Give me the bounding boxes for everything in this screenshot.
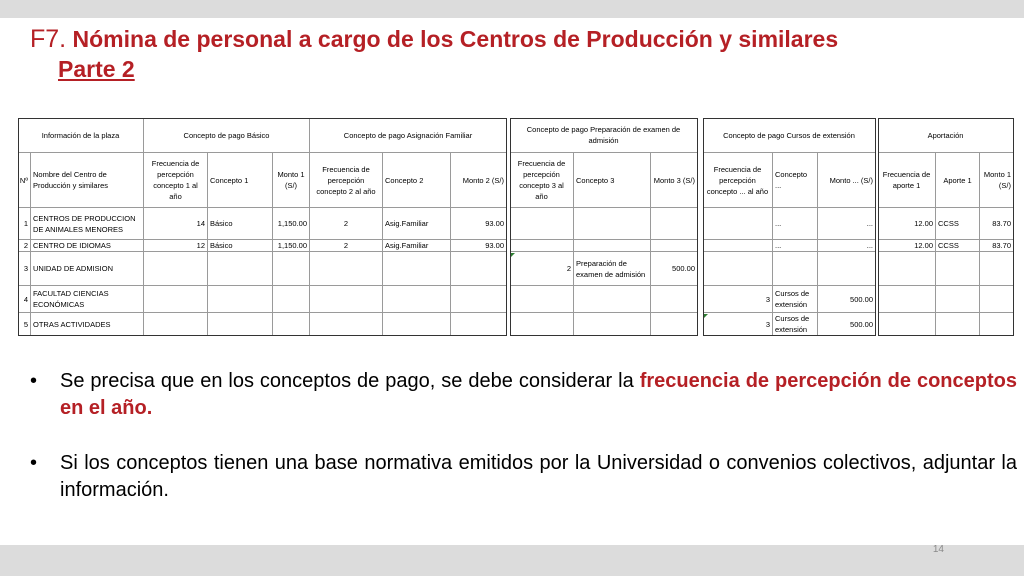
table-cell-f3 bbox=[510, 240, 574, 252]
table-cell-f2 bbox=[310, 252, 383, 286]
cell-marker-icon bbox=[511, 253, 515, 257]
header-freqa: Frecuencia de aporte 1 bbox=[878, 153, 936, 208]
table-cell-ap bbox=[936, 313, 980, 336]
bullet-1-emphasis: frecuencia de percepción de conceptos en el año. bbox=[60, 370, 1017, 419]
header-concn: Concepto ... bbox=[773, 153, 818, 208]
table-cell-c1: Básico bbox=[208, 240, 273, 252]
header-basico: Concepto de pago Básico bbox=[144, 118, 310, 153]
table-cell-f2 bbox=[310, 286, 383, 313]
header-monto1: Monto 1 (S/) bbox=[273, 153, 310, 208]
table-cell-fn bbox=[703, 208, 773, 240]
header-nombre: Nombre del Centro de Producción y similares bbox=[31, 153, 144, 208]
table-cell-c3: Preparación de examen de admisión bbox=[574, 252, 651, 286]
table-cell-nombre: CENTRO DE IDIOMAS bbox=[31, 240, 144, 252]
table-cell-ma bbox=[980, 252, 1014, 286]
table-cell-ap bbox=[936, 286, 980, 313]
table-cell-fa: 12.00 bbox=[878, 208, 936, 240]
table-cell-m3 bbox=[651, 286, 698, 313]
header-conc2: Concepto 2 bbox=[383, 153, 451, 208]
table-cell-c1 bbox=[208, 252, 273, 286]
table-cell-m1 bbox=[273, 286, 310, 313]
table-cell-fa bbox=[878, 286, 936, 313]
table-cell-m1 bbox=[273, 313, 310, 336]
top-bar bbox=[0, 0, 1024, 18]
header-freq2: Frecuencia de percepción concepto 2 al año bbox=[310, 153, 383, 208]
table-cell-c2 bbox=[383, 313, 451, 336]
table-cell-f2: 2 bbox=[310, 208, 383, 240]
table-cell-num: 2 bbox=[18, 240, 31, 252]
table-cell-fn: 3 bbox=[703, 313, 773, 336]
table-cell-m1: 1,150.00 bbox=[273, 240, 310, 252]
table-gap bbox=[698, 116, 703, 338]
table-cell-c2: Asig.Familiar bbox=[383, 208, 451, 240]
slide-title bbox=[30, 24, 990, 84]
header-aporte1: Aporte 1 bbox=[936, 153, 980, 208]
table-cell-c2 bbox=[383, 286, 451, 313]
header-freq3: Frecuencia de percepción concepto 3 al año bbox=[510, 153, 574, 208]
table-cell-c2 bbox=[383, 252, 451, 286]
table-cell-ma bbox=[980, 286, 1014, 313]
table-cell-c3 bbox=[574, 208, 651, 240]
bottom-bar bbox=[0, 545, 1024, 576]
table-cell-c1 bbox=[208, 313, 273, 336]
table-cell-fa bbox=[878, 313, 936, 336]
title-sub: Parte 2 bbox=[58, 56, 135, 82]
table-cell-c3 bbox=[574, 313, 651, 336]
title-prefix: F7. bbox=[30, 25, 67, 53]
bullet-2-text: Si los conceptos tienen una base normativa emitidos por la Universidad o convenios colectivos, adjuntar la información. bbox=[60, 452, 1017, 501]
header-conc3: Concepto 3 bbox=[574, 153, 651, 208]
header-examen: Concepto de pago Preparación de examen de admisión bbox=[510, 118, 698, 153]
header-monto3: Monto 3 (S/) bbox=[651, 153, 698, 208]
bullet-marker: • bbox=[30, 452, 38, 474]
table-cell-f1: 12 bbox=[144, 240, 208, 252]
header-cursos: Concepto de pago Cursos de extensión bbox=[703, 118, 876, 153]
table-cell-nombre: OTRAS ACTIVIDADES bbox=[31, 313, 144, 336]
header-freqn: Frecuencia de percepción concepto ... al año bbox=[703, 153, 773, 208]
table-cell-cn: Cursos de extensión bbox=[773, 313, 818, 336]
table-cell-nombre: CENTROS DE PRODUCCION DE ANIMALES MENORES bbox=[31, 208, 144, 240]
table-gap bbox=[507, 116, 510, 338]
header-freq1: Frecuencia de percepción concepto 1 al año bbox=[144, 153, 208, 208]
bullet-marker: • bbox=[30, 370, 38, 392]
table-cell-num: 1 bbox=[18, 208, 31, 240]
table-cell-f1 bbox=[144, 313, 208, 336]
header-monton: Monto ... (S/) bbox=[818, 153, 876, 208]
table-cell-ap: CCSS bbox=[936, 208, 980, 240]
header-aportacion: Aportación bbox=[878, 118, 1014, 153]
table-cell-c1: Básico bbox=[208, 208, 273, 240]
table-cell-m2 bbox=[451, 286, 507, 313]
cell-marker-icon bbox=[704, 314, 708, 318]
table-cell-num: 4 bbox=[18, 286, 31, 313]
table-cell-m3 bbox=[651, 313, 698, 336]
table-cell-cn bbox=[773, 252, 818, 286]
table-cell-f1 bbox=[144, 252, 208, 286]
table-cell-mn: ... bbox=[818, 208, 876, 240]
table-gap bbox=[876, 116, 878, 338]
table-cell-c2: Asig.Familiar bbox=[383, 240, 451, 252]
table-cell-fa: 12.00 bbox=[878, 240, 936, 252]
header-montoa: Monto 1 (S/) bbox=[980, 153, 1014, 208]
table-cell-mn: 500.00 bbox=[818, 313, 876, 336]
table-cell-num: 3 bbox=[18, 252, 31, 286]
bullet-1-text: Se precisa que en los conceptos de pago, se debe considerar la bbox=[60, 370, 640, 392]
page-number: 14 bbox=[932, 544, 944, 555]
table-cell-ap bbox=[936, 252, 980, 286]
table-cell-num: 5 bbox=[18, 313, 31, 336]
table-cell-m3 bbox=[651, 208, 698, 240]
table-cell-mn bbox=[818, 252, 876, 286]
table-cell-cn: ... bbox=[773, 240, 818, 252]
table-cell-ma: 83.70 bbox=[980, 240, 1014, 252]
table-cell-m1 bbox=[273, 252, 310, 286]
table-cell-ap: CCSS bbox=[936, 240, 980, 252]
table-cell-f3 bbox=[510, 286, 574, 313]
table-cell-f2: 2 bbox=[310, 240, 383, 252]
table-cell-nombre: UNIDAD DE ADMISION bbox=[31, 252, 144, 286]
table-cell-f3 bbox=[510, 208, 574, 240]
table-cell-ma bbox=[980, 313, 1014, 336]
table-cell-m1: 1,150.00 bbox=[273, 208, 310, 240]
table-cell-m2 bbox=[451, 252, 507, 286]
header-familiar: Concepto de pago Asignación Familiar bbox=[310, 118, 507, 153]
header-info: Información de la plaza bbox=[18, 118, 144, 153]
table-cell-f3: 2 bbox=[510, 252, 574, 286]
header-conc1: Concepto 1 bbox=[208, 153, 273, 208]
header-num: Nº bbox=[18, 153, 31, 208]
table-cell-fa bbox=[878, 252, 936, 286]
table-cell-mn: ... bbox=[818, 240, 876, 252]
table-cell-f1 bbox=[144, 286, 208, 313]
table-cell-mn: 500.00 bbox=[818, 286, 876, 313]
table-cell-f2 bbox=[310, 313, 383, 336]
table-cell-m2: 93.00 bbox=[451, 208, 507, 240]
table-cell-m2: 93.00 bbox=[451, 240, 507, 252]
table-cell-c3 bbox=[574, 240, 651, 252]
table-cell-m2 bbox=[451, 313, 507, 336]
table-cell-m3: 500.00 bbox=[651, 252, 698, 286]
header-monto2: Monto 2 (S/) bbox=[451, 153, 507, 208]
table-cell-m3 bbox=[651, 240, 698, 252]
table-cell-c3 bbox=[574, 286, 651, 313]
table-cell-f1: 14 bbox=[144, 208, 208, 240]
table-cell-c1 bbox=[208, 286, 273, 313]
table-cell-fn: 3 bbox=[703, 286, 773, 313]
table-cell-nombre: FACULTAD CIENCIAS ECONÓMICAS bbox=[31, 286, 144, 313]
title-main: Nómina de personal a cargo de los Centros de Producción y similares bbox=[72, 26, 839, 52]
table-cell-fn bbox=[703, 240, 773, 252]
payroll-table bbox=[18, 118, 1014, 338]
table-cell-cn: ... bbox=[773, 208, 818, 240]
table-cell-cn: Cursos de extensión bbox=[773, 286, 818, 313]
table-cell-f3 bbox=[510, 313, 574, 336]
table-cell-fn bbox=[703, 252, 773, 286]
table-cell-ma: 83.70 bbox=[980, 208, 1014, 240]
